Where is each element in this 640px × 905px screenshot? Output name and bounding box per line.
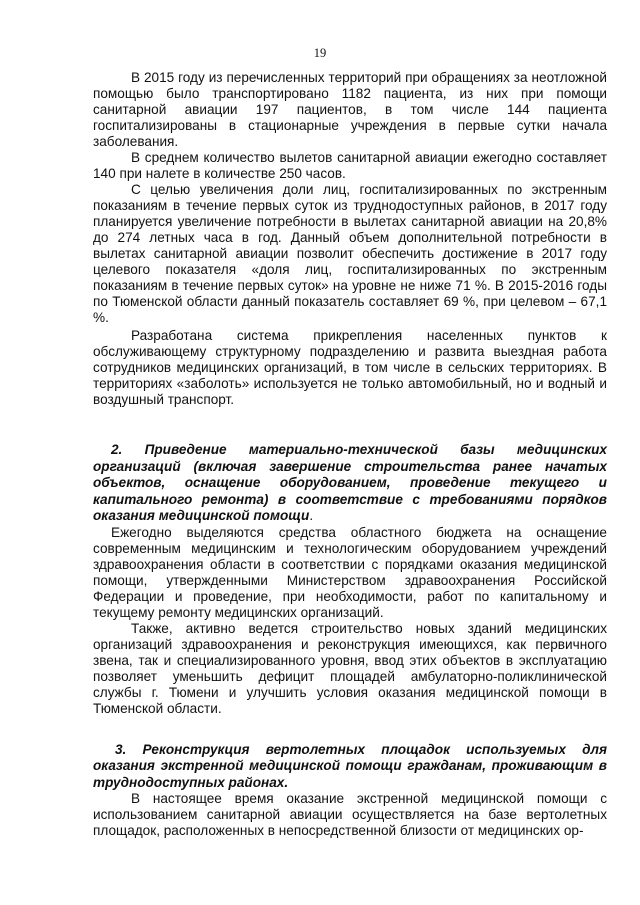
paragraph-flights-average: В среднем количество вылетов санитарной авиации ежегодно составляет 140 при налете в количестве 250 часов.	[93, 150, 607, 181]
paragraph-construction: Также, активно ведется строительство новых зданий медицинских организаций здравоохранения и реконструкция имеющихся, как первичного звена, так и специализированного уровня, ввод этих объектов в эксплуатацию позволяет уменьшить дефицит площадей амбулаторно-поликлинической службы г. Тюмени и улучшить условия оказания медицинской помощи в Тюменской области.	[93, 620, 607, 716]
paragraph-equipment-funding: Ежегодно выделяются средства областного бюджета на оснащение современным медицинским и технологическим оборудованием учреждений здравоохранения области в соответствии с порядками оказания медицинской помощи, утвержденными Министерством здравоохранения Российской Федерации и проведение, при необходимости, работ по капитальному и текущему ремонту медицинских организаций.	[93, 524, 607, 620]
page-number: 19	[313, 46, 327, 60]
paragraph-helipads: В настоящее время оказание экстренной медицинской помощи с использованием санитарной авиации осуществляется на базе вертолетных площадок, расположенных в непосредственной близости от медицинских ор-	[93, 791, 607, 838]
section-2-heading-period: .	[309, 508, 314, 523]
section-3-heading: 3. Реконструкция вертолетных площадок используемых для оказания экстренной медицинской помощи гражданам, проживающим в труднодоступных районах.	[93, 741, 607, 790]
paragraph-transport-2015: В 2015 году из перечисленных территорий при обращениях за неотложной помощью было транспортировано 1182 пациента, из них при помощи санитарной авиации 197 пациентов, в том числе 144 пациента госпитализированы в стационарные учреждения в первые сутки начала заболевания.	[93, 70, 607, 149]
section-2-heading	[93, 442, 607, 525]
page-body	[93, 70, 607, 839]
paragraph-hospitalization-target: С целью увеличения доли лиц, госпитализированных по экстренным показаниям в течение первых суток из труднодоступных районов, в 2017 году планируется увеличение потребности в вылетах санитарной авиации на 20,8% до 274 летных часа в год. Данный объем дополнительной потребности в вылетах санитарной авиации позволит обеспечить достижение в 2017 году целевого показателя «доля лиц, госпитализированных по экстренным показаниям в течение первых суток» на уровне не ниже 71 %. В 2015-2016 годы по Тюменской области данный показатель составляет 69 %, при целевом – 67,1 %.	[93, 182, 607, 325]
paragraph-attachment-system: Разработана система прикрепления населенных пунктов к обслуживающему структурному подразделению и развита выездная работа сотрудников медицинских организаций, в том числе в сельских территориях. В территориях «заболоть» используется не только автомобильный, но и водный и воздушный транспорт.	[93, 328, 607, 407]
section-2-heading-text: 2. Приведение материально-технической базы медицинских организаций (включая завершение строительства ранее начатых объектов, оснащение оборудованием, проведение текущего и капитального ремонта) в соответствие с требованиями порядков оказания медицинской помощи	[93, 442, 607, 523]
